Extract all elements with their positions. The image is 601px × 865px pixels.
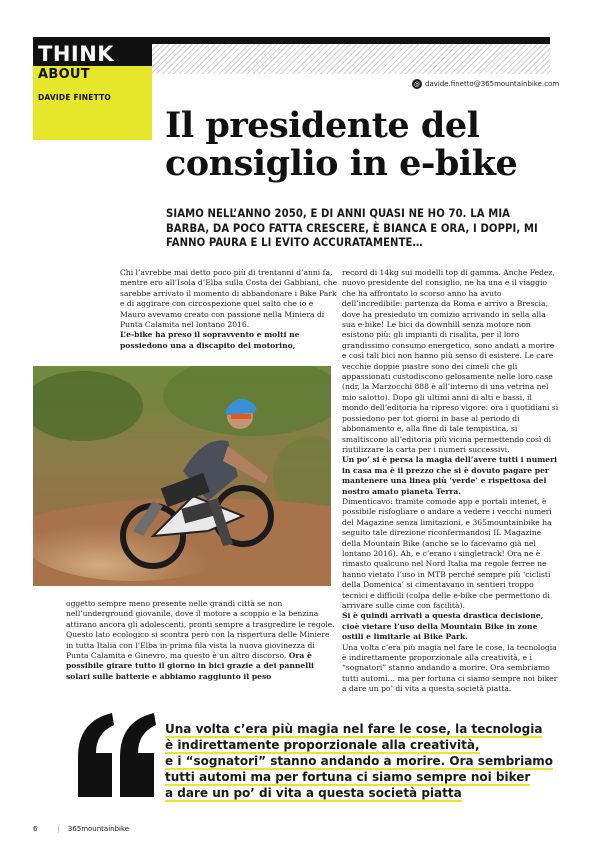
- body-column-1-bottom: [66, 599, 338, 682]
- pull-quote-line: e i “sognatori” stanno andando a morire. Ora sembriamo: [165, 754, 554, 768]
- body-paragraph: Chi l’avrebbe mai detto poco più di trentanni d’anni fa, mentre ero all’Isola d’Elba sulla Costa dei Gabbiani, che sarebbe arrivato il momento di abbandonare i Bike Park e di aggirare con circospezione quel salto che io e Mauro avevamo creato con passione nella Miniera di Punta Calamita nel lontano 2016.: [120, 268, 338, 330]
- pull-quote-line: a dare un po’ di vita a questa società piatta: [165, 786, 462, 800]
- footer-site-name: 365mountainbike: [67, 825, 130, 833]
- pull-quote: [165, 721, 565, 801]
- body-paragraph-bold: L’e-bike ha preso il sopravvento e molti ne possiedono una a discapito del motorino,: [120, 330, 300, 350]
- article-headline: [165, 107, 565, 183]
- body-paragraph-bold: Si è quindi arrivati a questa drastica decisione, cioè vietare l’uso della Mountain Bike in zone ostili e limitarle ai Bike Park.: [342, 611, 544, 642]
- pull-quote-line: è indirettamente proporzionale alla creatività,: [165, 738, 480, 752]
- body-column-2: [342, 268, 560, 695]
- section-tag-title: THINK: [38, 42, 115, 66]
- headline-line-1: Il presidente del: [165, 105, 480, 146]
- article-photo-rider: [33, 366, 331, 586]
- at-icon: @: [414, 80, 420, 88]
- body-text: oggetto sempre meno presente nelle grandi città se non nell’underground giovanile, dove il motore a scoppio e la benzina attirano ancora gli adolescenti, pronti sempre a trasgredire le regole. Questo lato ecologico si scontra però con la rispertura delle Miniere in tutta Italia con l’Elba in prima fila vista la nuova giovinezza di Punta Calamita e Ginevro, ma questo è un altro discorso.: [66, 599, 335, 661]
- quote-mark-icon: [76, 713, 156, 797]
- author-email[interactable]: [412, 79, 559, 89]
- author-email-text: davide.finetto@365mountainbike.com: [425, 80, 560, 88]
- page-footer: [33, 825, 129, 833]
- footer-separator: |: [57, 825, 60, 833]
- body-column-1-top: [120, 268, 338, 351]
- header-hatch-pattern: [152, 44, 550, 74]
- section-tag-subtitle: ABOUT: [38, 67, 90, 82]
- body-paragraph-bold: Un po’ si è persa la magia dell’avere tutti i numeri in casa ma è il prezzo che si è dovuto pagare per mantenere una linea più ‘verde’ e rispettosa del nostro amato pianeta Terra.: [342, 455, 557, 496]
- body-paragraph: record di 14kg sui modelli top di gamma. Anche Fedez, nuovo presidente del consiglio, ne ha una e il viaggio che ha affrontato lo scorso anno ha avuto dell’incredibile: partenza da Roma e arrivo a Brescia, dove ha presieduto un comizio arrivando in sella alla sua e-bike! Le bici da downhill senza motore non esistono più: gli impianti di risalita, per il loro grandissimo consumo energetico, sono andati a morire e così tali bici non hanno più senso di esistere. Le care vecchie doppie piastre sono dei cimeli che gli appassionati custodiscono gelosamente nelle loro case (ndr, la Marzocchi 888 è all’interno di una vetrina nel mio salotto). Dopo gli ultimi anni di alti e bassi, il mondo dell’editoria ha ripreso vigore: ora i quotidiani si possiedono per tot giorni in base al periodo di abbonamento e, alla fine di tale tempistica, si smaltiscono all’editoria più vicina permettendo così di riutilizzare la carta per i numeri successivi.: [342, 268, 559, 454]
- body-paragraph: [66, 599, 338, 682]
- body-text-bold: Ora è possibile girare tutto il giorno in bici grazie a dei pannelli solari sulle batterie e abbiamo raggiunto il peso: [66, 651, 314, 681]
- page-number: 6: [33, 825, 38, 833]
- pull-quote-line: Una volta c’era più magia nel fare le cose, la tecnologia: [165, 722, 543, 736]
- headline-line-2: consiglio in e-bike: [165, 143, 518, 184]
- pull-quote-line: tutti automi ma per fortuna ci siamo sempre noi biker: [165, 770, 531, 784]
- article-deck: SIAMO NELL’ANNO 2050, E DI ANNI QUASI NE HO 70. LA MIA BARBA, DA POCO FATTA CRESCERE, È BIANCA E ORA, I DOPPI, MI FANNO PAURA E LI EVITO ACCURATAMENTE…: [166, 207, 538, 249]
- author-name: DAVIDE FINETTO: [38, 93, 111, 102]
- body-paragraph: Una volta c’era più magia nel fare le cose, la tecnologia è indirettamente proporzionale alla creatività, e i “sognatori” stanno andando a morire. Ora sembriamo tutti automi… ma per fortuna ci siamo sempre noi biker a dare un po’ di vita a questa società piatta.: [342, 642, 558, 694]
- body-paragraph: Dimenticavo: tramite comode app e portali intenet, è possibile risfogliare o andare a vedere i vecchi numeri del Magazine senza limitazioni, e 365mountainbike ha seguito tale direzione riconfermandosi IL Magazine della Mountain Bike (anche se lo facevamo già nel lontano 2016). Ah, e c’erano i singletrack! Ora ne è rimasto qualcuno nel Nord Italia ma regole ferree ne hanno vietato l’uso in MTB perché sempre più ‘ciclisti della Domenica’ si cimentavano in sentieri troppo tecnici e difficili (colpa delle e-bike che permettono di arrivare sulle cime con facilità).: [342, 496, 552, 610]
